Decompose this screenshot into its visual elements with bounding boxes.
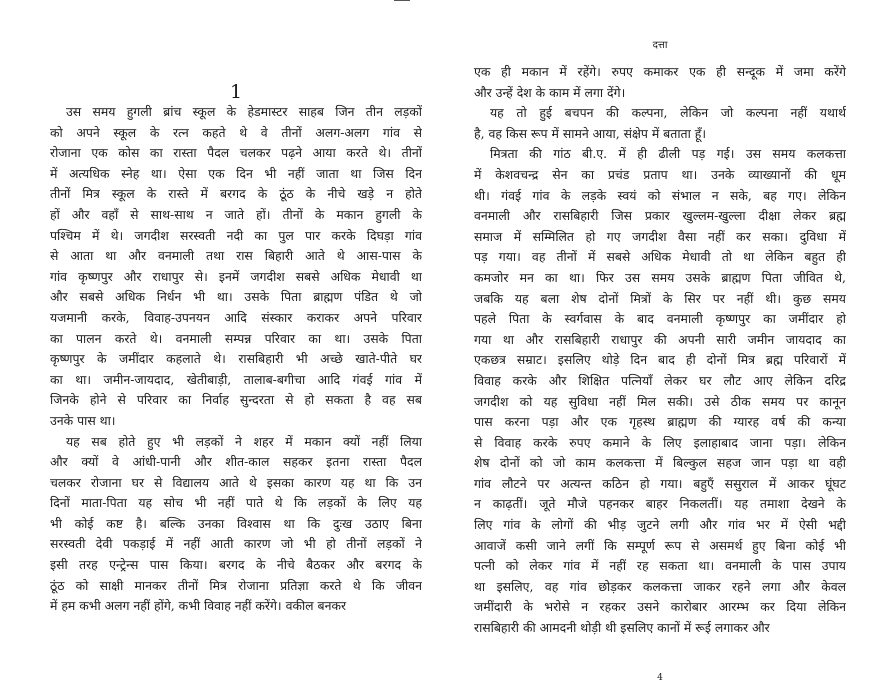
text-line: एकछत्र सम्राट। इसलिए थोड़े दिन बाद ही दोनों मित्र ब्रह्म परिवारों में — [474, 352, 846, 368]
text-line: तीनों मित्र स्कूल के रास्ते में बरगद के ठूंठ के नीचे खड़े न होते — [50, 186, 422, 202]
right-body-text — [474, 62, 846, 639]
text-line: का था। जमीन-जायदाद, खेतीबाड़ी, तालाब-बगीचा आदि गंवई गांव में — [50, 371, 422, 387]
text-line: इसी तरह एन्ट्रेन्स पास किया। बरगद के नीचे बैठकर और बरगद के — [50, 557, 422, 573]
text-line: वनमाली और रासबिहारी जिस प्रकार खुल्लम-खुल्ला दीक्षा लेकर ब्रह्म — [474, 208, 846, 224]
text-line: ठूंठ को साक्षी मानकर तीनों मित्र रोजाना प्रतिज्ञा करते थे कि जीवन — [50, 577, 422, 593]
text-line: चलकर रोजाना घर से विद्यालय आते थे इसका कारण यह था कि उन — [50, 474, 422, 490]
left-body-text — [50, 102, 422, 617]
text-line: भी कोई कष्ट है। बल्कि उनका विश्वास था कि दुःख उठाए बिना — [50, 515, 422, 531]
text-line: था इसलिए, वह गांव छोड़कर कलकत्ता जाकर रहने लगा और केवल — [474, 578, 846, 594]
text-line: पत्नी को लेकर गांव में नहीं रह सकता था। वनमाली के पास उपाय — [474, 558, 846, 574]
text-line: आवाजें कसी जाने लगीं कि सम्पूर्ण रूप से असमर्थ हुए बिना कोई भी — [474, 537, 846, 553]
text-line: में हम कभी अलग नहीं होंगे, कभी विवाह नहीं करेंगे। वकील बनकर — [50, 598, 347, 614]
paragraph — [50, 102, 422, 432]
running-head: दत्ता — [652, 40, 668, 51]
text-line: और उन्हें देश के काम में लगा देंगे। — [474, 84, 626, 100]
text-line: यह तो हुई बचपन की कल्पना, लेकिन जो कल्पना नहीं यथार्थ — [490, 105, 846, 121]
chapter-number: 1 — [229, 81, 243, 103]
text-line: जिनके होने से परिवार का निर्वाह सुन्दरता से हो सकता है वह सब — [50, 392, 422, 408]
text-line: का पालन करते थे। वनमाली सम्पन्न परिवार का था। उसके पिता — [50, 330, 422, 346]
text-line: शेष दोनों को जो काम कलकत्ता में बिल्कुल सहज जान पड़ा था वही — [474, 455, 846, 471]
text-line: यजमानी करके, विवाह-उपनयन आदि संस्कार कराकर अपने परिवार — [50, 309, 422, 325]
text-line: थी। गंवई गांव के लड़के स्वयं को संभाल न सके, बह गए। लेकिन — [474, 187, 846, 203]
text-line: गया था और रासबिहारी राधापुर की अपनी सारी जमीन जायदाद का — [474, 331, 846, 347]
text-line: उस समय हुगली ब्रांच स्कूल के हेडमास्टर साहब जिन तीन लड़कों — [66, 104, 422, 119]
text-line: गांव कृष्णपुर और राधापुर से। इनमें जगदीश सबसे अधिक मेधावी था — [50, 268, 422, 284]
right-page — [474, 0, 846, 700]
text-line: में अत्यधिक स्नेह था। ऐसा एक दिन भी नहीं जाता था जिस दिन — [50, 165, 422, 181]
text-line: विवाह करके और शिक्षित पत्नियाँ लेकर घर लौट आए लेकिन दरिद्र — [474, 372, 846, 388]
paragraph — [474, 144, 846, 638]
text-line: न काढ़तीं। जूते मौजे पहनकर बाहर निकलतीं। यह तमाशा देखने के — [474, 496, 846, 512]
text-line: सरस्वती देवी पकड़ाई में नहीं आती कारण जो भी हो तीनों लड़कों ने — [50, 536, 422, 552]
text-line: उनके पास था। — [50, 412, 116, 428]
text-line: रोजाना एक कोस का रास्ता पैदल चलकर पढ़ने आया करते थे। तीनों — [50, 145, 422, 161]
text-line: और क्यों वे आंधी-पानी और शीत-काल सहकर इतना रास्ता पैदल — [50, 454, 422, 470]
text-line: लिए गांव के लोगों की भीड़ जुटने लगी और गांव भर में ऐसी भद्दी — [474, 517, 846, 533]
text-line: कृष्णपुर के जमींदार कहलाते थे। रासबिहारी भी अच्छे खाते-पीते घर — [50, 351, 422, 367]
paragraph — [50, 432, 422, 617]
text-line: में केशवचन्द्र सेन का प्रचंड प्रताप था। उनके व्याख्यानों की धूम — [474, 166, 846, 182]
text-line: पहले पिता के स्वर्गवास के बाद वनमाली कृष्णपुर का जमींदार हो — [474, 311, 846, 327]
text-line: है, वह किस रूप में सामने आया, संक्षेप में बताता हूँ। — [474, 125, 707, 141]
paragraph — [474, 62, 846, 103]
text-line: से आता था और वनमाली तथा रास बिहारी आते थे आस-पास के — [50, 248, 422, 264]
text-line: समाज में सम्मिलित हो गए जगदीश वैसा नहीं कर सका। दुविधा में — [474, 228, 846, 244]
text-line: एक ही मकान में रहेंगे। रुपए कमाकर एक ही सन्दूक में जमा करेंगे — [474, 64, 846, 79]
text-line: रासबिहारी की आमदनी थोड़ी थी इसलिए कानों में रूई लगाकर और — [474, 620, 770, 636]
text-line: कमजोर मन का था। फिर उस समय उसके ब्राह्मण पिता जीवित थे, — [474, 269, 846, 285]
text-line: को अपने स्कूल के रत्न कहते थे वे तीनों अलग-अलग गांव से — [50, 124, 422, 140]
text-line: पड़ गया। वह तीनों में सबसे अधिक मेधावी तो था लेकिन बहुत ही — [474, 249, 846, 265]
text-line: जगदीश को यह सुविधा नहीं मिल सकी। उसे ठीक समय पर कानून — [474, 393, 846, 409]
text-line: से विवाह करके रुपए कमाने के लिए इलाहाबाद जाना पड़ा। लेकिन — [474, 434, 846, 450]
text-line: दिनों माता-पिता यह सोच भी नहीं पाते थे कि लड़कों के लिए यह — [50, 495, 422, 511]
left-page — [50, 0, 422, 700]
text-line: यह सब होते हुए भी लड़कों ने शहर में मकान क्यों नहीं लिया — [66, 433, 422, 449]
text-line: पश्चिम में थे। जगदीश सरस्वती नदी का पुल पार करके दिघड़ा गांव — [50, 227, 422, 243]
text-line: पास करना पड़ा और एक गृहस्थ ब्राह्मण की ग्यारह वर्ष की कन्या — [474, 414, 846, 430]
text-line: और सबसे अधिक निर्धन भी था। उसके पिता ब्राह्मण पंडित थे जो — [50, 289, 422, 305]
text-line: गांव लौटने पर अत्यन्त कठिन हो गया। बहुएँ ससुराल में आकर घूंघट — [474, 475, 846, 491]
text-line: हों और वहाँ से साथ-साथ न जाते हों। तीनों के मकान हुगली के — [50, 206, 422, 222]
text-line: जमींदारी के भरोसे न रहकर उसने कारोबार आरम्भ कर दिया लेकिन — [474, 599, 846, 615]
text-line: जबकि यह बला शेष दोनों मित्रों के सिर पर नहीं थी। कुछ समय — [474, 290, 846, 306]
page-number: 4 — [657, 673, 663, 683]
text-line: मित्रता की गांठ बी.ए. में ही ढीली पड़ गई। उस समय कलकत्ता — [490, 146, 846, 162]
paragraph — [474, 103, 846, 144]
